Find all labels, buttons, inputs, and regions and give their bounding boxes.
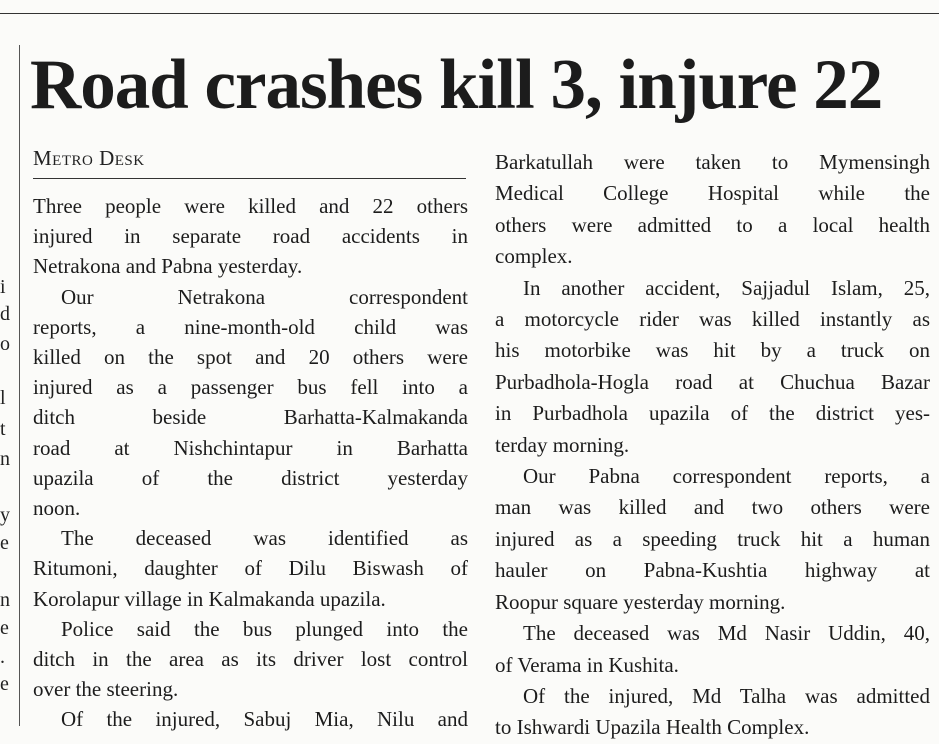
text-line: over the steering.: [33, 677, 179, 702]
text-line: noon.: [33, 496, 81, 521]
text-line: Our Netrakona correspondent: [61, 284, 468, 309]
fragment-letter: t: [0, 418, 6, 440]
text-line: Police said the bus plunged into the: [61, 616, 468, 641]
article-column-2: [495, 144, 930, 744]
fragment-letter: e: [0, 532, 9, 554]
fragment-letter: n: [0, 589, 10, 611]
fragment-letter: y: [0, 504, 10, 526]
byline: Metro Desk: [33, 146, 145, 170]
text-line: complex.: [495, 244, 573, 269]
text-line: The deceased was Md Nasir Uddin, 40,: [523, 621, 930, 646]
article-column-1: [33, 144, 468, 735]
fragment-letter: .: [0, 646, 5, 668]
text-line: terday morning.: [495, 432, 630, 457]
text-line: injured as a speeding truck hit a human: [495, 526, 930, 551]
text-line: Netrakona and Pabna yesterday.: [33, 254, 303, 279]
fragment-letter: e: [0, 673, 9, 695]
text-line: ditch beside Barhatta-Kalmakanda: [33, 405, 468, 430]
fragment-letter: o: [0, 333, 10, 355]
fragment-letter: e: [0, 617, 9, 639]
text-line: Of the injured, Md Talha was admitted: [523, 683, 930, 708]
text-line: Ritumoni, daughter of Dilu Biswash of: [33, 556, 468, 581]
text-line: upazila of the district yesterday: [33, 465, 468, 490]
text-line: The deceased was identified as: [61, 526, 468, 551]
text-line: man was killed and two others were: [495, 495, 930, 520]
fragment-letter: i: [0, 276, 6, 298]
text-line: his motorbike was hit by a truck on: [495, 338, 930, 363]
text-line: of Verama in Kushita.: [495, 652, 679, 677]
text-line: ditch in the area as its driver lost control: [33, 647, 468, 672]
fragment-letter: n: [0, 448, 10, 470]
fragment-letter: d: [0, 303, 10, 325]
text-line: Korolapur village in Kalmakanda upazila.: [33, 586, 386, 611]
column-2-text: [495, 147, 930, 744]
text-line: hauler on Pabna-Kushtia highway at: [495, 558, 930, 583]
column-1-text: [33, 191, 468, 735]
text-line: Barkatullah were taken to Mymensingh: [495, 150, 930, 174]
text-line: a motorcycle rider was killed instantly as: [495, 307, 930, 332]
text-line: Three people were killed and 22 others: [33, 194, 468, 218]
text-line: injured in separate road accidents in: [33, 224, 468, 249]
text-line: In another accident, Sajjadul Islam, 25,: [523, 275, 930, 300]
top-divider-rule: [0, 13, 939, 14]
headline: Road crashes kill 3, injure 22: [30, 46, 883, 124]
fragment-letter: l: [0, 387, 6, 409]
text-line: others were admitted to a local health: [495, 212, 930, 237]
text-line: Our Pabna correspondent reports, a: [523, 464, 930, 489]
byline-rule: [33, 178, 466, 179]
text-line: in Purbadhola upazila of the district yes-: [495, 401, 930, 426]
column-divider-rule: [19, 45, 20, 726]
text-line: Medical College Hospital while the: [495, 181, 930, 206]
text-line: road at Nishchintapur in Barhatta: [33, 435, 468, 460]
adjacent-article-fragment: [0, 45, 16, 726]
text-line: injured as a passenger bus fell into a: [33, 375, 468, 400]
text-line: to Ishwardi Upazila Health Complex.: [495, 715, 810, 740]
text-line: Of the injured, Sabuj Mia, Nilu and: [61, 707, 468, 732]
text-line: killed on the spot and 20 others were: [33, 345, 468, 370]
text-line: Purbadhola-Hogla road at Chuchua Bazar: [495, 369, 930, 394]
text-line: reports, a nine-month-old child was: [33, 314, 468, 339]
text-line: Roopur square yesterday morning.: [495, 589, 786, 614]
